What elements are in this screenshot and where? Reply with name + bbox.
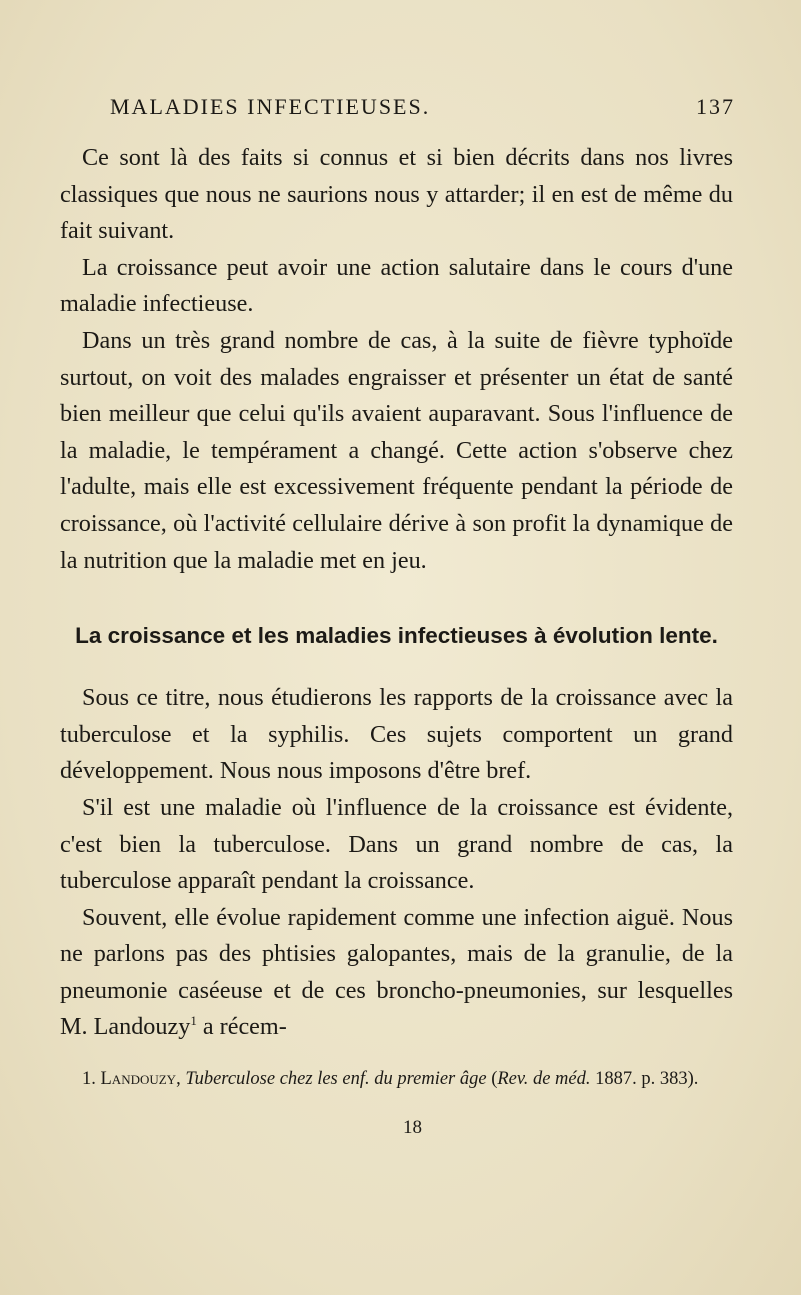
paragraph: La croissance peut avoir une action salutaire dans le cours d'une maladie infectieuse. bbox=[60, 253, 733, 318]
footnote-reference: 1 bbox=[190, 1013, 197, 1029]
footnote-source: Rev. de méd. bbox=[497, 1069, 591, 1089]
footnote-title: Tuberculose chez les enf. du premier âge bbox=[185, 1069, 487, 1089]
body-text bbox=[60, 140, 733, 1046]
paragraph: Ce sont là des faits si connus et si bien décrits dans nos livres classiques que nous ne saurions nous y attarder; il en est de même du fait suivant. bbox=[60, 144, 733, 245]
paragraph: Sous ce titre, nous étudierons les rapports de la croissance avec la tuberculose et la syphilis. Ces sujets comportent un grand développement. Nous nous imposons d'être bref. bbox=[60, 684, 733, 785]
footnote-number: 1. bbox=[82, 1069, 96, 1089]
page-number: 137 bbox=[696, 94, 735, 119]
running-title: MALADIES INFECTIEUSES. bbox=[110, 94, 431, 119]
footnote-rest: 1887. p. 383). bbox=[590, 1069, 699, 1089]
paragraph-text: Souvent, elle évolue rapidement comme une infection aiguë. Nous ne parlons pas des phtisies galopantes, mais de la granulie, de la pneumonie caséeuse et de ces broncho-pneumonies, sur lesquelles M. Landouzy bbox=[60, 903, 733, 1041]
paragraph bbox=[60, 900, 733, 1046]
paragraph-text-end: a récem- bbox=[196, 1013, 287, 1041]
paragraph: S'il est une maladie où l'influence de la croissance est évidente, c'est bien la tuberculose. Dans un grand nombre de cas, la tuberculose apparaît pendant la croissance. bbox=[60, 793, 733, 895]
footnote bbox=[60, 1067, 733, 1092]
footnote-author: Landouzy, bbox=[100, 1069, 181, 1089]
signature-mark: 18 bbox=[403, 1117, 422, 1138]
running-head bbox=[60, 94, 735, 124]
section-heading: La croissance et les maladies infectieuses à évolution lente. bbox=[75, 623, 718, 649]
paragraph: Dans un très grand nombre de cas, à la suite de fièvre typhoïde surtout, on voit des malades engraisser et présenter un état de santé bien meilleur que celui qu'ils avaient auparavant. Sous l'influence de la maladie, le tempérament a changé. Cette action s'observe chez l'adulte, mais elle est excessivement fréquente pendant la période de croissance, où l'activité cellulaire dérive à son profit la dynamique de la nutrition que la maladie met en jeu. bbox=[60, 326, 733, 574]
footnote-paren: ( bbox=[491, 1069, 498, 1089]
